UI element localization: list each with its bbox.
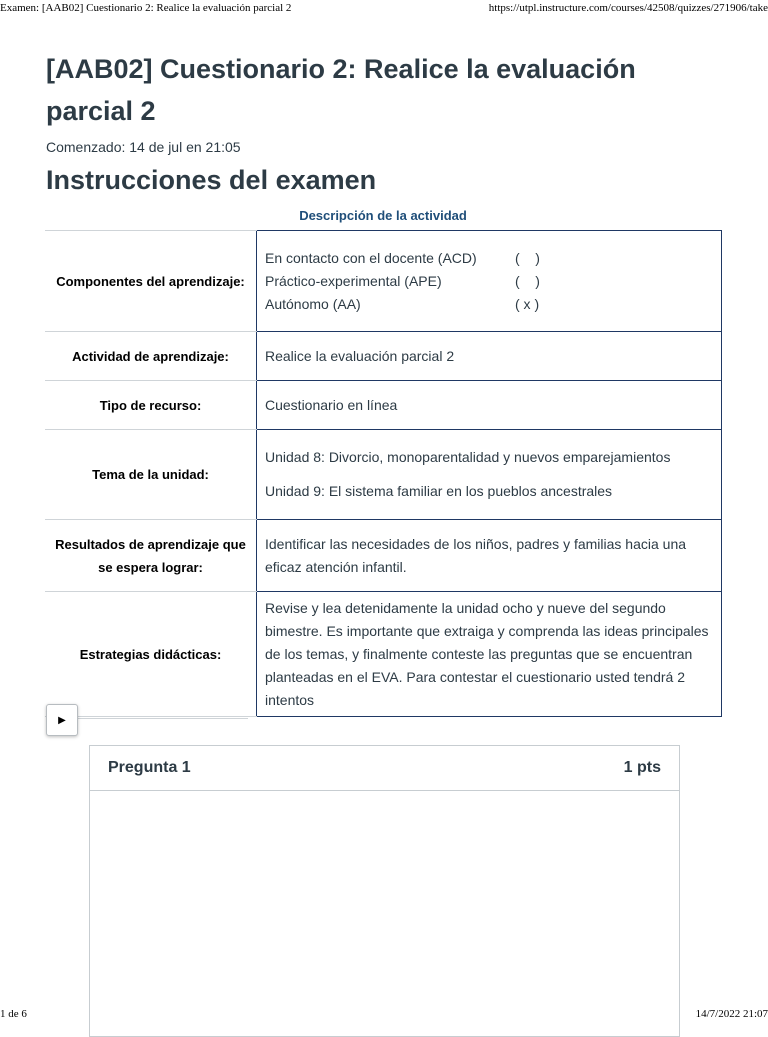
component-aa: Autónomo (AA) ( x ) [265, 293, 713, 316]
components-value [257, 231, 722, 332]
table-row-resource-type [45, 381, 722, 430]
components-label: Componentes del aprendizaje: [45, 231, 257, 332]
print-header [0, 0, 768, 18]
instructions-heading: Instrucciones del examen [46, 165, 377, 195]
resource-type-label: Tipo de recurso: [45, 381, 257, 430]
learning-activity-label: Actividad de aprendizaje: [45, 332, 257, 381]
print-header-title: Examen: [AAB02] Cuestionario 2: Realice la evaluación parcial 2 [0, 2, 292, 14]
unit-theme-value [257, 430, 722, 520]
unit-9-theme: Unidad 9: El sistema familiar en los pueblos ancestrales [265, 483, 613, 499]
print-date: 14/7/2022 21:07 [695, 1008, 768, 1020]
expected-results-label: Resultados de aprendizaje que se espera lograr: [45, 520, 257, 592]
quiz-title: [AAB02] Cuestionario 2: Realice la evaluación parcial 2 [46, 54, 636, 126]
unit-theme-label: Tema de la unidad: [45, 430, 257, 520]
component-acd-mark: ( ) [515, 249, 540, 266]
question-1-header [90, 746, 679, 791]
toggle-divider [76, 718, 248, 719]
print-page-number: 1 de 6 [0, 1008, 27, 1020]
print-footer [0, 1006, 768, 1024]
quiz-started-time: Comenzado: 14 de jul en 21:05 [46, 139, 241, 155]
component-aa-mark: ( x ) [515, 295, 540, 312]
table-row-expected-results [45, 520, 722, 592]
strategies-label: Estrategias didácticas: [45, 592, 257, 717]
resource-type-value: Cuestionario en línea [257, 381, 722, 430]
table-row-components [45, 231, 722, 332]
activity-description-table [45, 230, 722, 717]
question-1 [89, 745, 680, 1037]
activity-description-caption: Descripción de la actividad [299, 208, 467, 223]
play-triangle-icon: ▶ [58, 714, 66, 726]
learning-activity-value: Realice la evaluación parcial 2 [257, 332, 722, 381]
strategies-value: Revise y lea detenidamente la unidad ocho y nueve del segundo bimestre. Es importante que extraiga y comprenda las ideas principales de los temas, y finalmente conteste las preguntas que se encuentran planteadas en el EVA. Para contestar el cuestionario usted tendrá 2 intentos [257, 592, 722, 717]
table-row-unit-theme [45, 430, 722, 520]
component-ape: Práctico-experimental (APE) ( ) [265, 270, 713, 293]
unit-8-theme: Unidad 8: Divorcio, monoparentalidad y nuevos emparejamientos [265, 449, 671, 465]
question-list-toggle-button[interactable] [46, 704, 78, 736]
component-acd: En contacto con el docente (ACD) ( ) [265, 247, 713, 270]
component-ape-mark: ( ) [515, 272, 540, 289]
table-row-strategies [45, 592, 722, 717]
question-1-points: 1 pts [623, 759, 661, 776]
question-1-title: Pregunta 1 [108, 759, 191, 776]
table-row-learning-activity [45, 332, 722, 381]
print-header-url: https://utpl.instructure.com/courses/42508/quizzes/271906/take [488, 2, 768, 14]
expected-results-value: Identificar las necesidades de los niños, padres y familias hacia una eficaz atención infantil. [257, 520, 722, 592]
